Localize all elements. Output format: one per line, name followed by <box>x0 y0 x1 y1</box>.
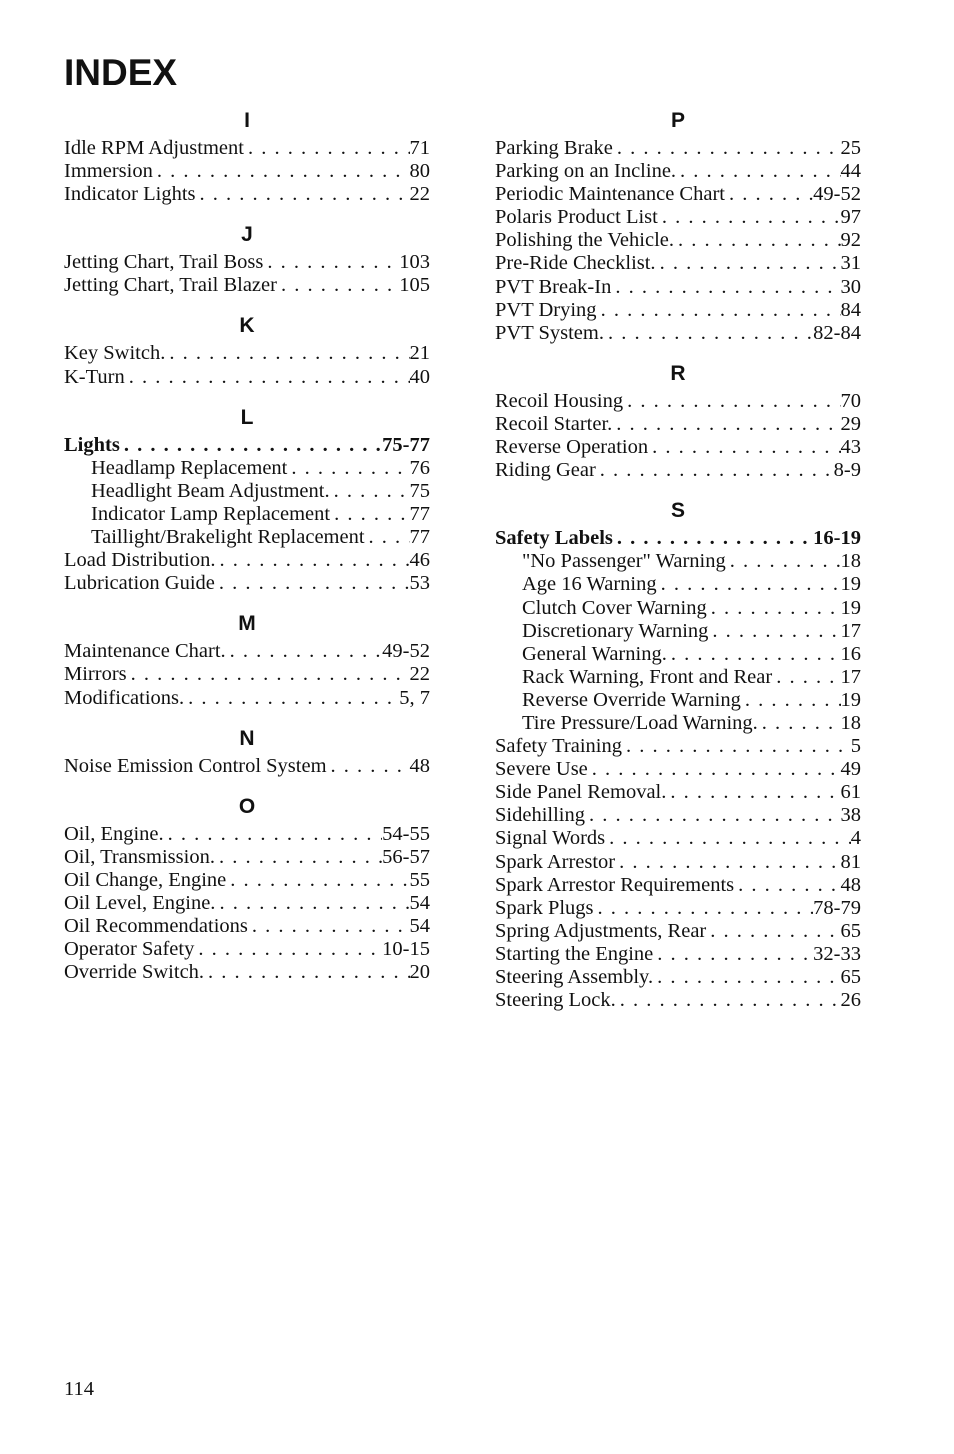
entry-label: Immersion <box>64 160 153 183</box>
dot-leader <box>365 526 410 549</box>
entry-page-ref: 46 <box>409 549 430 572</box>
index-entry <box>64 755 430 778</box>
dot-leader <box>734 874 840 897</box>
index-entry <box>495 229 861 252</box>
entry-page-ref: 84 <box>840 298 861 321</box>
entry-label: Polishing the Vehicle. <box>495 229 674 252</box>
dot-leader <box>648 436 840 459</box>
entry-page-ref: 80 <box>409 160 430 183</box>
index-entry <box>495 851 861 874</box>
entry-label: Starting the Engine <box>495 942 654 965</box>
index-entry <box>495 735 861 758</box>
index-entry <box>495 413 861 436</box>
entry-label: Age 16 Warning <box>522 573 657 596</box>
entry-page-ref: 20 <box>409 961 430 984</box>
index-entry <box>64 434 430 457</box>
section-letter: S <box>670 499 685 523</box>
entry-page-ref: 54-55 <box>382 822 430 845</box>
dot-leader <box>215 549 409 572</box>
dot-leader <box>215 572 410 595</box>
dot-leader <box>772 666 840 689</box>
entry-page-ref: 56-57 <box>382 845 430 868</box>
entry-page-ref: 105 <box>399 274 430 297</box>
dot-leader <box>164 823 383 846</box>
index-entry <box>64 549 430 572</box>
index-entry <box>64 366 430 389</box>
entry-label: Load Distribution. <box>64 549 216 572</box>
index-entry <box>495 137 861 160</box>
index-subentry <box>64 503 430 526</box>
dot-leader <box>215 892 409 915</box>
entry-page-ref: 48 <box>409 754 430 777</box>
index-entry <box>64 663 430 686</box>
dot-leader <box>120 434 382 457</box>
entry-page-ref: 82-84 <box>813 321 861 344</box>
entry-label: Oil, Transmission. <box>64 845 215 868</box>
index-entry <box>64 869 430 892</box>
index-entry <box>64 274 430 297</box>
entry-label: Indicator Lights <box>64 183 196 206</box>
entry-label: PVT System. <box>495 321 604 344</box>
entry-page-ref: 18 <box>840 550 861 573</box>
index-entry <box>64 183 430 206</box>
index-entry <box>495 966 861 989</box>
dot-leader <box>194 938 382 961</box>
section-letter: J <box>241 223 253 247</box>
entry-label: Signal Words <box>495 827 606 850</box>
section-letter: L <box>240 405 254 429</box>
dot-leader <box>585 804 841 827</box>
entry-page-ref: 65 <box>840 919 861 942</box>
entry-page-ref: 22 <box>409 183 430 206</box>
entry-label: Noise Emission Control System <box>64 754 327 777</box>
entry-label: Tire Pressure/Load Warning. <box>522 711 758 734</box>
entry-page-ref: 54 <box>409 915 430 938</box>
dot-leader <box>612 413 840 436</box>
index-entry <box>495 781 861 804</box>
entry-page-ref: 77 <box>409 526 430 549</box>
index-column-right <box>495 104 861 1024</box>
entry-label: Recoil Starter. <box>495 412 613 435</box>
index-subentry <box>495 689 861 712</box>
entry-label: Jetting Chart, Trail Boss <box>64 251 264 274</box>
dot-leader <box>741 689 841 712</box>
index-entry <box>495 989 861 1012</box>
entry-label: Sidehilling <box>495 804 585 827</box>
entry-page-ref: 5 <box>850 735 861 758</box>
dot-leader <box>226 869 409 892</box>
entry-page-ref: 77 <box>409 502 430 525</box>
entry-page-ref: 26 <box>840 989 861 1012</box>
index-entry <box>64 640 430 663</box>
dot-leader <box>588 758 841 781</box>
section-letter: K <box>239 314 255 338</box>
dot-leader <box>277 274 399 297</box>
dot-leader <box>653 943 813 966</box>
entry-page-ref: 30 <box>840 275 861 298</box>
entry-label: Oil Recommendations <box>64 915 248 938</box>
dot-leader <box>656 252 841 275</box>
entry-label: Modifications. <box>64 686 185 709</box>
index-entry <box>64 823 430 846</box>
entry-page-ref: 38 <box>840 804 861 827</box>
dot-leader <box>707 597 841 620</box>
entry-label: Parking on an Incline. <box>495 160 677 183</box>
index-section-s <box>495 494 861 1012</box>
index-section-r <box>495 357 861 482</box>
entry-label: Key Switch. <box>64 342 166 365</box>
dot-leader <box>623 390 840 413</box>
entry-label: Recoil Housing <box>495 389 624 412</box>
entry-page-ref: 22 <box>409 663 430 686</box>
entry-label: "No Passenger" Warning <box>522 550 726 573</box>
entry-label: Headlight Beam Adjustment. <box>91 479 330 502</box>
index-entry <box>495 299 861 322</box>
index-entry <box>64 687 430 710</box>
dot-leader <box>597 299 841 322</box>
entry-page-ref: 61 <box>840 781 861 804</box>
index-entry <box>495 920 861 943</box>
entry-label: Periodic Maintenance Chart <box>495 183 725 206</box>
entry-page-ref: 10-15 <box>382 938 430 961</box>
index-entry <box>495 758 861 781</box>
section-letter: P <box>670 109 685 132</box>
entry-label: Polaris Product List <box>495 206 658 229</box>
entry-label: Discretionary Warning <box>522 619 709 642</box>
dot-leader <box>611 276 840 299</box>
index-section-j <box>64 218 430 297</box>
entry-page-ref: 76 <box>409 456 430 479</box>
index-entry <box>64 915 430 938</box>
dot-leader <box>706 920 840 943</box>
dot-leader <box>726 550 841 573</box>
dot-leader <box>758 712 841 735</box>
index-section-i <box>64 104 430 206</box>
section-letter: R <box>670 361 686 385</box>
entry-label: Pre-Ride Checklist. <box>495 252 656 275</box>
index-entry <box>495 160 861 183</box>
entry-label: Override Switch. <box>64 961 205 984</box>
entry-label: Spark Arrestor Requirements <box>495 873 735 896</box>
entry-label: Spark Arrestor <box>495 850 616 873</box>
entry-label: Oil, Engine. <box>64 822 164 845</box>
entry-label: PVT Break-In <box>495 275 612 298</box>
section-letter: M <box>238 612 256 636</box>
entry-page-ref: 25 <box>840 137 861 159</box>
section-letter: I <box>244 109 250 132</box>
dot-leader <box>667 643 841 666</box>
index-entry <box>495 827 861 850</box>
dot-leader <box>676 160 840 183</box>
entry-page-ref: 49-52 <box>813 183 861 206</box>
entry-page-ref: 75 <box>409 479 430 502</box>
entry-page-ref: 81 <box>840 850 861 873</box>
entry-page-ref: 19 <box>840 596 861 619</box>
dot-leader <box>594 897 814 920</box>
index-entry <box>64 961 430 984</box>
entry-label: Oil Level, Engine. <box>64 891 216 914</box>
entry-label: Idle RPM Adjustment <box>64 137 244 159</box>
entry-label: Reverse Operation <box>495 436 649 459</box>
index-entry <box>495 897 861 920</box>
dot-leader <box>330 503 409 526</box>
entry-label: Rack Warning, Front and Rear <box>522 665 773 688</box>
index-entry <box>495 943 861 966</box>
index-entry <box>495 459 861 482</box>
dot-leader <box>653 966 840 989</box>
entry-page-ref: 32-33 <box>813 942 861 965</box>
entry-label: Lubrication Guide <box>64 572 215 595</box>
entry-label: Steering Assembly. <box>495 966 654 988</box>
section-letter: O <box>238 794 256 818</box>
dot-leader <box>666 781 840 804</box>
index-entry <box>64 938 430 961</box>
entry-page-ref: 21 <box>409 342 430 365</box>
entry-label: Reverse Override Warning <box>522 688 741 711</box>
entry-label: Side Panel Removal. <box>495 781 667 804</box>
entry-page-ref: 17 <box>840 665 861 688</box>
entry-page-ref: 55 <box>409 868 430 891</box>
dot-leader <box>327 755 410 778</box>
entry-label: K-Turn <box>64 365 125 388</box>
dot-leader <box>287 457 409 480</box>
dot-leader <box>248 915 410 938</box>
entry-page-ref: 18 <box>840 711 861 734</box>
dot-leader <box>125 366 410 389</box>
page-number: 114 <box>64 1378 94 1400</box>
entry-label: Maintenance Chart. <box>64 640 226 663</box>
index-entry <box>64 160 430 183</box>
index-subentry <box>64 480 430 503</box>
entry-page-ref: 75-77 <box>382 433 430 456</box>
entry-page-ref: 8-9 <box>833 459 861 482</box>
dot-leader <box>615 851 840 874</box>
entry-page-ref: 16 <box>840 642 861 665</box>
entry-page-ref: 54 <box>409 891 430 914</box>
entry-page-ref: 65 <box>840 966 861 988</box>
entry-label: Headlamp Replacement <box>91 456 288 479</box>
entry-page-ref: 49 <box>840 758 861 781</box>
entry-page-ref: 103 <box>399 251 430 274</box>
index-entry <box>495 183 861 206</box>
dot-leader <box>127 663 410 686</box>
index-section-l <box>64 401 430 596</box>
entry-page-ref: 48 <box>840 873 861 896</box>
entry-page-ref: 53 <box>409 572 430 595</box>
dot-leader <box>657 573 841 596</box>
entry-page-ref: 19 <box>840 688 861 711</box>
entry-label: Oil Change, Engine <box>64 868 227 891</box>
index-subentry <box>495 550 861 573</box>
entry-label: Taillight/Brakelight Replacement <box>91 526 365 549</box>
entry-label: Severe Use <box>495 758 588 781</box>
index-entry <box>495 206 861 229</box>
entry-page-ref: 71 <box>409 137 430 159</box>
index-entry <box>64 342 430 365</box>
entry-label: Jetting Chart, Trail Blazer <box>64 274 277 297</box>
index-subentry <box>64 526 430 549</box>
index-entry <box>64 137 430 160</box>
index-entry <box>495 276 861 299</box>
entry-label: Operator Safety <box>64 938 195 961</box>
index-subentry <box>495 666 861 689</box>
index-section-o <box>64 790 430 985</box>
index-entry <box>495 252 861 275</box>
entry-label: Lights <box>64 433 120 456</box>
index-section-n <box>64 722 430 778</box>
dot-leader <box>244 137 410 160</box>
entry-label: Safety Labels <box>495 527 613 550</box>
index-subentry <box>64 457 430 480</box>
index-section-k <box>64 309 430 388</box>
entry-label: PVT Drying <box>495 298 597 321</box>
dot-leader <box>204 961 409 984</box>
index-entry <box>64 572 430 595</box>
entry-page-ref: 70 <box>840 389 861 412</box>
index-entry <box>495 322 861 345</box>
dot-leader <box>596 459 834 482</box>
entry-page-ref: 17 <box>840 619 861 642</box>
dot-leader <box>184 687 399 710</box>
entry-page-ref: 40 <box>409 365 430 388</box>
entry-page-ref: 31 <box>840 252 861 275</box>
index-subentry <box>495 620 861 643</box>
entry-label: Parking Brake <box>495 137 613 159</box>
index-entry <box>495 390 861 413</box>
index-subentry <box>495 643 861 666</box>
dot-leader <box>153 160 410 183</box>
entry-page-ref: 92 <box>840 229 861 252</box>
page-title: INDEX <box>64 52 178 93</box>
entry-label: Steering Lock. <box>495 989 616 1012</box>
entry-page-ref: 44 <box>840 160 861 183</box>
index-entry <box>64 251 430 274</box>
index-subentry <box>495 597 861 620</box>
dot-leader <box>604 322 813 345</box>
index-entry <box>495 436 861 459</box>
index-section-p <box>495 104 861 345</box>
index-entry <box>495 874 861 897</box>
entry-label: Spark Plugs <box>495 896 594 919</box>
dot-leader <box>330 480 410 503</box>
dot-leader <box>196 183 410 206</box>
dot-leader <box>215 846 382 869</box>
index-entry <box>64 892 430 915</box>
index-subentry <box>495 712 861 735</box>
dot-leader <box>605 827 851 850</box>
entry-label: Clutch Cover Warning <box>522 596 707 619</box>
index-entry <box>495 527 861 550</box>
dot-leader <box>263 251 399 274</box>
entry-page-ref: 49-52 <box>382 640 430 663</box>
entry-page-ref: 16-19 <box>813 527 861 550</box>
dot-leader <box>674 229 841 252</box>
index-section-m <box>64 607 430 709</box>
dot-leader <box>725 183 813 206</box>
dot-leader <box>622 735 851 758</box>
entry-label: Indicator Lamp Replacement <box>91 502 331 525</box>
dot-leader <box>616 989 841 1012</box>
entry-page-ref: 19 <box>840 573 861 596</box>
index-entry <box>495 804 861 827</box>
dot-leader <box>165 342 409 365</box>
entry-page-ref: 43 <box>840 436 861 459</box>
dot-leader <box>708 620 840 643</box>
dot-leader <box>226 640 383 663</box>
dot-leader <box>658 206 841 229</box>
entry-label: Spring Adjustments, Rear <box>495 919 707 942</box>
entry-page-ref: 4 <box>850 827 861 850</box>
entry-page-ref: 29 <box>840 412 861 435</box>
entry-label: General Warning. <box>522 642 667 665</box>
entry-page-ref: 97 <box>840 206 861 229</box>
entry-label: Mirrors <box>64 663 127 686</box>
index-entry <box>64 846 430 869</box>
entry-page-ref: 78-79 <box>813 896 861 919</box>
dot-leader <box>613 137 841 160</box>
entry-page-ref: 5, 7 <box>399 686 430 709</box>
section-letter: N <box>239 726 255 750</box>
entry-label: Safety Training <box>495 735 622 758</box>
dot-leader <box>613 527 813 550</box>
index-column-left <box>64 104 430 996</box>
index-subentry <box>495 573 861 596</box>
entry-label: Riding Gear <box>495 459 596 482</box>
